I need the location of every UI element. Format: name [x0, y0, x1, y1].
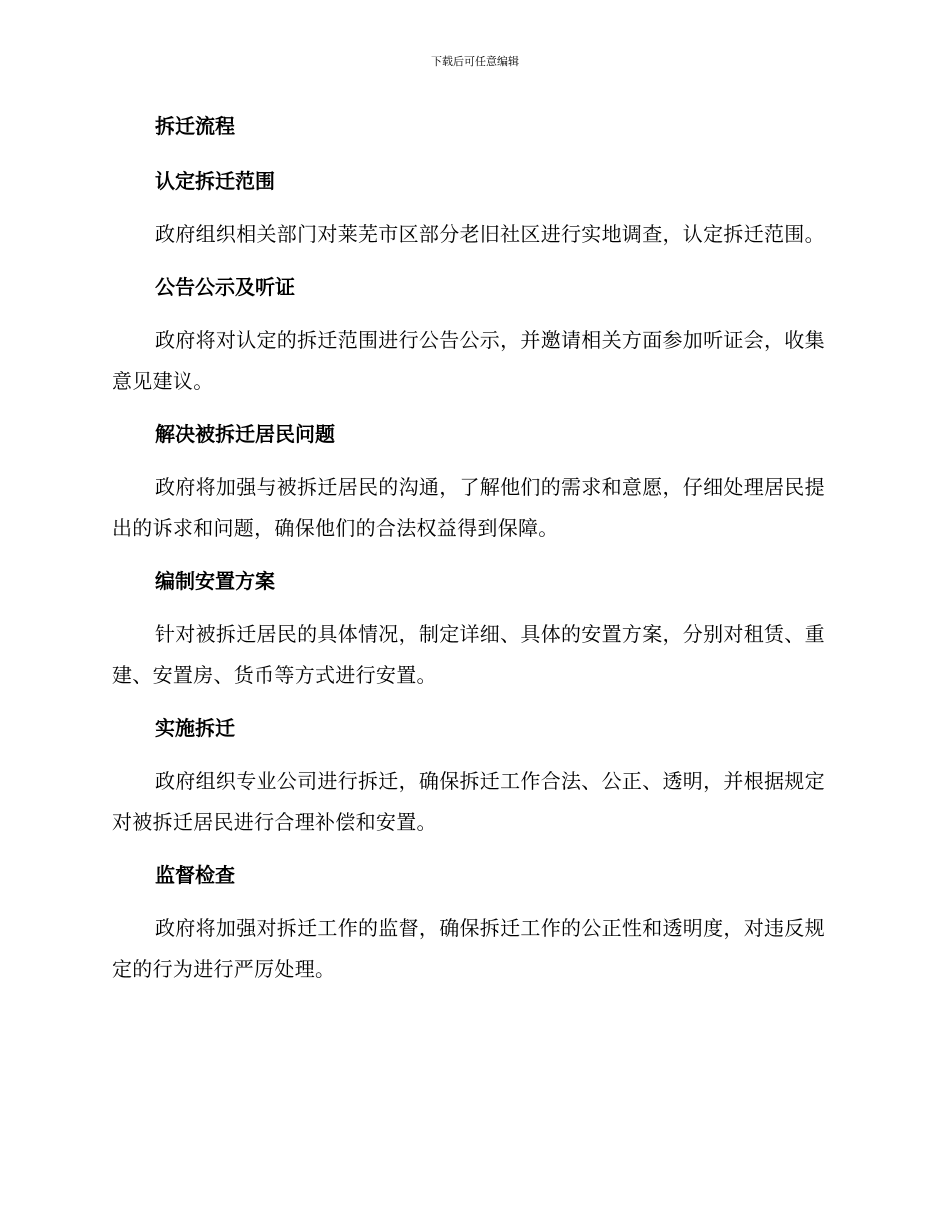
section-paragraph: 政府将对认定的拆迁范围进行公告公示，并邀请相关方面参加听证会，收集意见建议。	[112, 328, 825, 393]
section-paragraph: 针对被拆迁居民的具体情况，制定详细、具体的安置方案，分别对租赁、重建、安置房、货币等方式进行安置。	[112, 622, 825, 687]
section-heading: 实施拆迁	[155, 716, 235, 740]
document-title: 拆迁流程	[155, 114, 235, 138]
section-paragraph: 政府将加强与被拆迁居民的沟通，了解他们的需求和意愿，仔细处理居民提出的诉求和问题，确保他们的合法权益得到保障。	[112, 475, 825, 540]
section-paragraph: 政府组织相关部门对莱芜市区部分老旧社区进行实地调查，认定拆迁范围。	[155, 222, 825, 246]
section-paragraph: 政府将加强对拆迁工作的监督，确保拆迁工作的公正性和透明度，对违反规定的行为进行严厉处理。	[112, 916, 825, 981]
section-heading: 解决被拆迁居民问题	[155, 422, 335, 446]
section-heading: 认定拆迁范围	[155, 169, 275, 193]
header-note: 下载后可任意编辑	[431, 55, 519, 68]
section-heading: 公告公示及听证	[155, 275, 295, 299]
section-paragraph: 政府组织专业公司进行拆迁，确保拆迁工作合法、公正、透明，并根据规定对被拆迁居民进行合理补偿和安置。	[112, 769, 825, 834]
section-heading: 编制安置方案	[155, 569, 275, 593]
document-body	[112, 104, 832, 1000]
section-heading: 监督检查	[155, 863, 235, 887]
